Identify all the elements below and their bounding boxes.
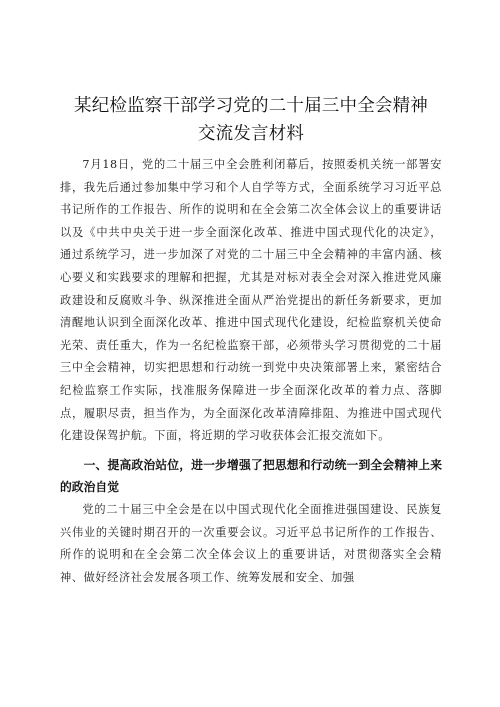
- intro-paragraph: 7月18日，党的二十届三中全会胜利闭幕后，按照委机关统一部署安排，我先后通过参加集中学习和个人自学等方式，全面系统学习习近平总书记所作的工作报告、所作的说明和在全会第二次全体会议上的重要讲话以及《中共中央关于进一步全面深化改革、推进中国式现代化的决定》，通过系统学习，进一步加深了对党的二十届三中全会精神的丰富内涵、核心要义和实践要求的理解和把握，尤其是对标对表全会对深入推进党风廉政建设和反腐败斗争、纵深推进全面从严治党提出的新任务新要求，更加清醒地认识到全面深化改革、推进中国式现代化建设，纪检监察机关使命光荣、责任重大，作为一名纪检监察干部，必须带头学习贯彻党的二十届三中全会精神，切实把思想和行动统一到党中央决策部署上来，紧密结合纪检监察工作实际，找准服务保障进一步全面深化改革的着力点、落脚点，履职尽责，担当作为，为全面深化改革清障排阻、为推进中国式现代化建设保驾护航。下面，将近期的学习收获体会汇报交流如下。: [60, 158, 442, 443]
- title-line-1: 某纪检监察干部学习党的二十届三中全会精神: [74, 96, 428, 116]
- title-line-2: 交流发言材料: [197, 124, 305, 144]
- section-1-heading: 一、提高政治站位，进一步增强了把思想和行动统一到全会精神上来的政治自觉: [60, 457, 442, 495]
- section-1-paragraph: 党的二十届三中全会是在以中国式现代化全面推进强国建设、民族复兴伟业的关键时期召开的一次重要会议。习近平总书记所作的工作报告、所作的说明和在全会第二次全体会议上的重要讲话，对贯彻落实全会精神、做好经济社会发展各项工作、统筹发展和安全、加强: [60, 502, 442, 584]
- document-title: [60, 92, 442, 148]
